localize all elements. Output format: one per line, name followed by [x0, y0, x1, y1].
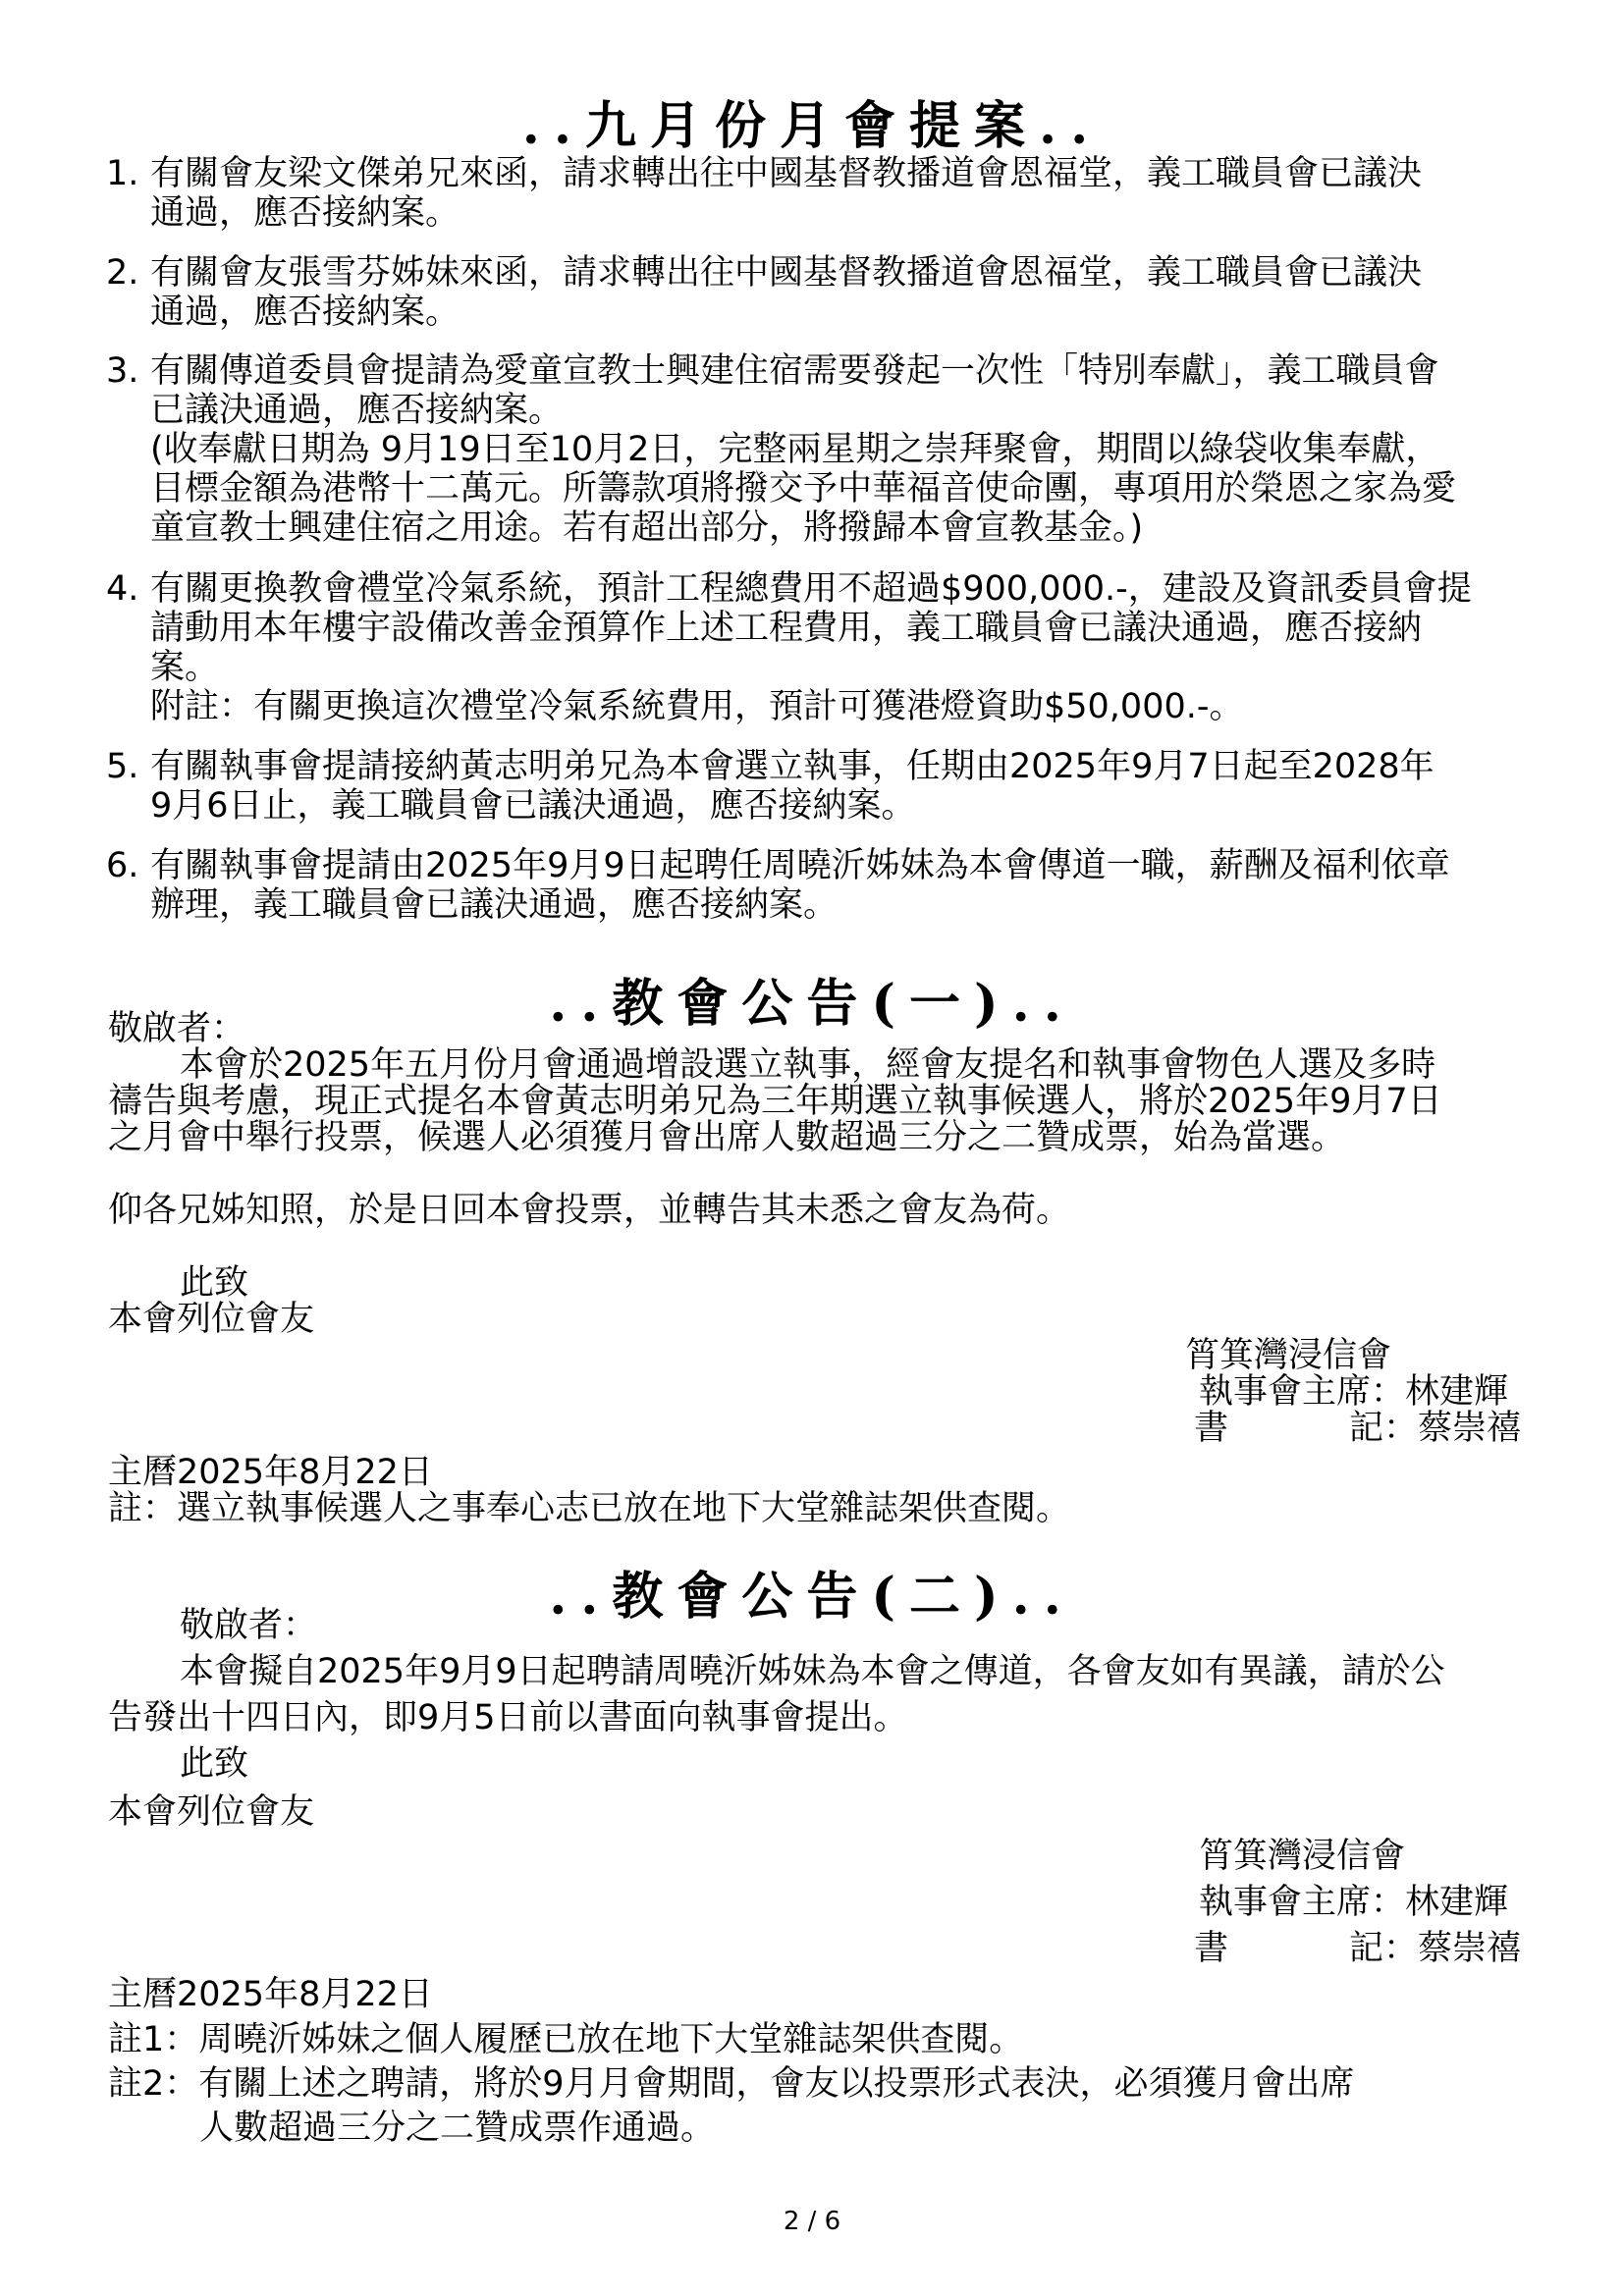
secretary-signature: 記：蔡崇禧	[1349, 1929, 1522, 1968]
note-line: 註2：有關上述之聘請，將於9月月會期間，會友以投票形式表決，必須獲月會出席	[108, 2064, 1355, 2104]
body-line: 本會擬自2025年9月9日起聘請周曉沂姊妹為本會之傳道，各會友如有異議，請於公	[180, 1652, 1445, 1691]
secretary-signature: 記：蔡崇禧	[1349, 1409, 1522, 1448]
body-line: 告發出十四日內，即9月5日前以書面向執事會提出。	[108, 1698, 908, 1737]
date-line: 主曆2025年8月22日	[108, 1453, 433, 1492]
item-number: 6.	[106, 846, 139, 885]
item-line: 目標金額為港幣十二萬元。所籌款項將撥交予中華福音使命團，專項用於榮恩之家為愛	[150, 469, 1457, 508]
body-line: 禱告與考慮，現正式提名本會黃志明弟兄為三年期選立執事候選人，將於2025年9月7日	[108, 1082, 1442, 1121]
org-name: 筲箕灣浸信會	[1185, 1336, 1392, 1375]
closing: 此致	[180, 1744, 249, 1784]
item-number: 5.	[106, 747, 139, 786]
salutation: 敬啟者：	[108, 1009, 246, 1048]
item-line: 已議決通過，應否接納案。	[150, 391, 564, 430]
item-line: 案。	[150, 648, 220, 687]
item-number: 4.	[106, 569, 139, 609]
salutation: 敬啟者：	[180, 1606, 318, 1645]
item-line: 辦理，義工職員會已議決通過，應否接納案。	[150, 885, 839, 925]
item-number: 2.	[106, 253, 139, 293]
recipient: 本會列位會友	[108, 1300, 315, 1339]
closing: 此致	[180, 1263, 249, 1303]
item-line: 童宣教士興建住宿之用途。若有超出部分，將撥歸本會宣教基金。)	[150, 508, 1144, 548]
page-number: 2 / 6	[783, 2207, 841, 2236]
body-line: 本會於2025年五月份月會通過增設選立執事，經會友提名和執事會物色人選及多時	[180, 1045, 1436, 1085]
chair-signature: 執事會主席：林建輝	[1199, 1372, 1509, 1412]
item-line: 有關傳道委員會提請為愛童宣教士興建住宿需要發起一次性「特別奉獻」，義工職員會	[150, 351, 1439, 391]
section2-title: ..教會公告(一)..	[549, 974, 1075, 1034]
item-line: 有關會友梁文傑弟兄來函，請求轉出往中國基督教播道會恩福堂，義工職員會已議決	[150, 154, 1423, 193]
chair-signature: 執事會主席：林建輝	[1199, 1883, 1509, 1922]
note-line: 註：選立執事候選人之事奉心志已放在地下大堂雜誌架供查閱。	[108, 1489, 1071, 1528]
body-line: 之月會中舉行投票，候選人必須獲月會出席人數超過三分之二贊成票，始為當選。	[108, 1118, 1346, 1157]
item-line: 有關執事會提請接納黃志明弟兄為本會選立執事，任期由2025年9月7日起至2028年	[150, 747, 1435, 786]
request-line: 仰各兄姊知照，於是日回本會投票，並轉告其未悉之會友為荷。	[108, 1191, 1071, 1230]
org-name: 筲箕灣浸信會	[1199, 1837, 1406, 1876]
item-line: 通過，應否接納案。	[150, 193, 460, 233]
item-line: 9月6日止，義工職員會已議決通過，應否接納案。	[150, 786, 916, 826]
item-line: (收奉獻日期為 9月19日至10月2日，完整兩星期之崇拜聚會，期間以綠袋收集奉獻，	[150, 430, 1440, 469]
item-note: 附註：有關更換這次禮堂冷氣系統費用，預計可獲港燈資助$50,000.-。	[150, 687, 1244, 726]
item-number: 3.	[106, 351, 139, 391]
item-number: 1.	[106, 154, 139, 193]
item-line: 請動用本年樓宇設備改善金預算作上述工程費用，義工職員會已議決通過，應否接納	[150, 609, 1423, 648]
note-line: 人數超過三分之二贊成票作通過。	[199, 2109, 716, 2148]
item-line: 有關執事會提請由2025年9月9日起聘任周曉沂姊妹為本會傳道一職，薪酬及福利依章	[150, 846, 1450, 885]
secretary-label: 書	[1194, 1929, 1229, 1968]
recipient: 本會列位會友	[108, 1792, 315, 1832]
secretary-label: 書	[1194, 1409, 1229, 1448]
section3-title: ..教會公告(二)..	[549, 1567, 1075, 1627]
item-line: 有關更換教會禮堂冷氣系統，預計工程總費用不超過$900,000.-，建設及資訊委員會提	[150, 569, 1472, 609]
section1-title: ..九月份月會提案..	[521, 96, 1103, 156]
item-line: 有關會友張雪芬姊妹來函，請求轉出往中國基督教播道會恩福堂，義工職員會已議決	[150, 253, 1423, 293]
note-line: 註1：周曉沂姊妹之個人履歷已放在地下大堂雜誌架供查閱。	[108, 2020, 1024, 2059]
date-line: 主曆2025年8月22日	[108, 1975, 433, 2014]
item-line: 通過，應否接納案。	[150, 293, 460, 332]
